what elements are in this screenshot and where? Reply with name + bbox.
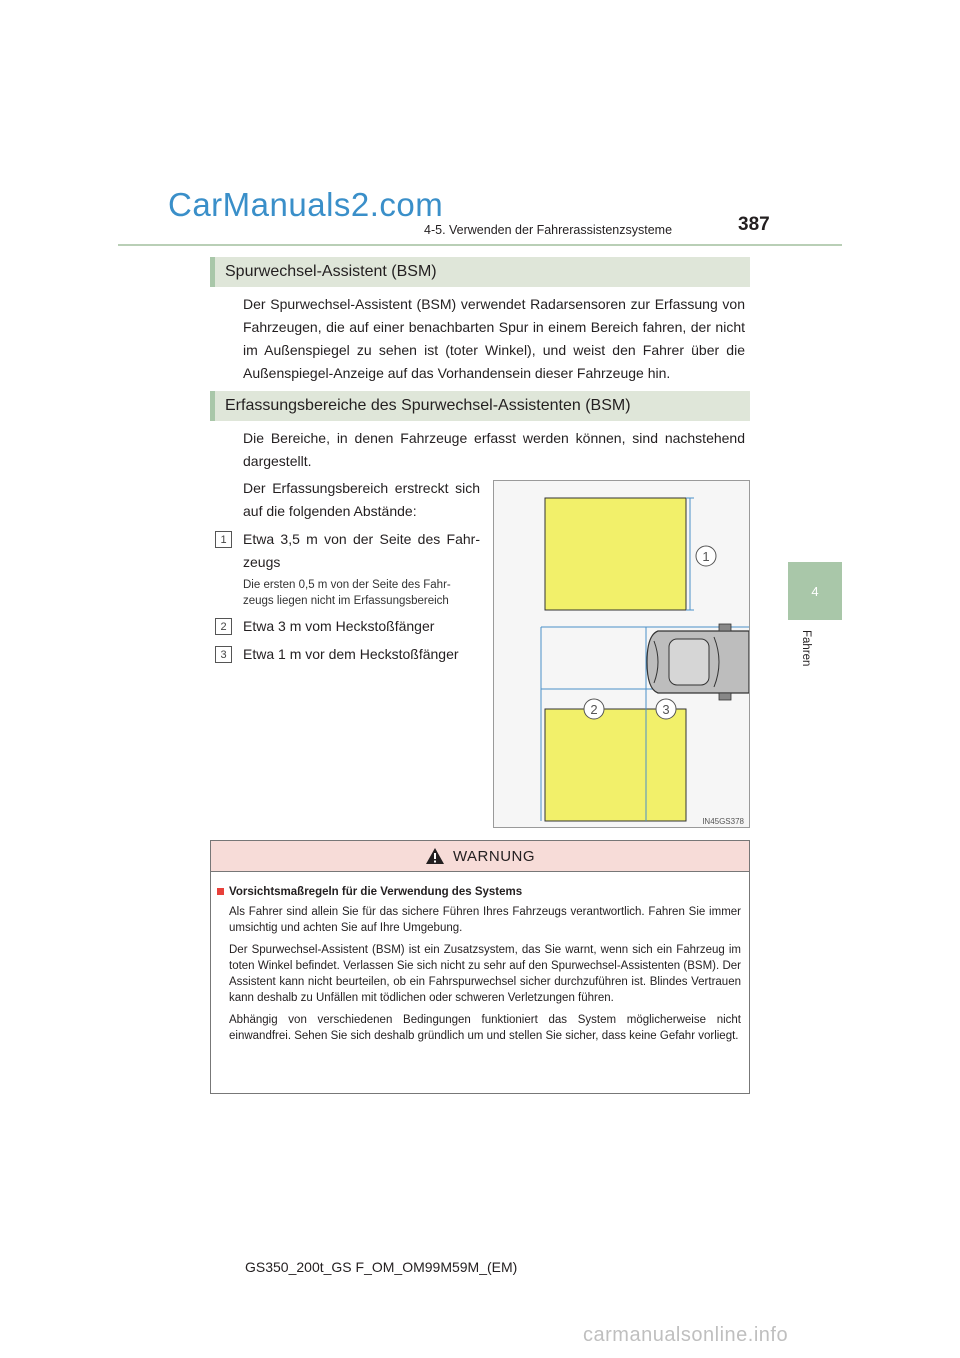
warning-triangle-icon	[425, 847, 445, 865]
warning-box	[210, 840, 750, 1094]
chapter-tab-label: Fahren	[800, 630, 812, 667]
item-2-text: Etwa 3 m vom Heckstoßfänger	[243, 618, 435, 634]
detection-area-diagram	[493, 480, 750, 828]
lead-line-2: auf die folgenden Abstände:	[243, 503, 417, 519]
section-heading-bsm	[210, 257, 750, 287]
item-number-1: 1	[215, 531, 232, 548]
chapter-tab	[788, 562, 842, 620]
warning-body	[211, 872, 749, 1044]
warning-heading: Vorsichtsmaßregeln für die Verwendung des Systems	[217, 884, 729, 900]
diagram-svg	[494, 481, 749, 827]
figure-code: IN45GS378	[702, 817, 744, 826]
warning-header	[211, 841, 749, 872]
label-1: 1	[702, 549, 710, 564]
section-intro: Die Bereiche, in denen Fahrzeuge erfasst werden können, sind nachstehend dargestellt.	[243, 430, 745, 469]
section-heading-detection-areas	[210, 391, 750, 421]
site-logo: CarManuals2.com	[168, 186, 444, 223]
label-3: 3	[662, 702, 670, 717]
car-icon	[647, 624, 749, 700]
item-number-2: 2	[215, 618, 232, 635]
warning-paragraph-2: Der Spurwechsel-Assistent (BSM) ist ein Zusatzsystem, das Sie warnt, wenn sich ein Fahrzeug im toten Winkel befindet. Verlassen Sie sich nicht zu sehr auf den Spurwechsel-Assistenten (BSM). Der Assistent kann nicht beurteilen, ob ein Fahrspurwechsel sicher durchzuführen ist. Blindes Vertrauen kann deshalb zu Unfällen mit tödlichen oder schweren Verletzungen führen.	[229, 944, 741, 1004]
item-number-3: 3	[215, 646, 232, 663]
label-2: 2	[590, 702, 598, 717]
header-rule	[118, 244, 842, 246]
detection-zone-rear	[545, 709, 686, 821]
warning-paragraph-3: Abhängig von verschiedenen Bedingungen funktioniert das System möglicherweise nicht einwandfrei. Sehen Sie sich deshalb gründlich um und stellen Sie sicher, dass keine Gefahr vorliegt.	[229, 1014, 741, 1042]
lead-line-1: Der Erfassungsbereich erstreckt sich	[243, 480, 480, 496]
item-1-line-1: Etwa 3,5 m von der Seite des Fahr-	[243, 531, 480, 547]
section-text-bsm: Der Spurwechsel-Assistent (BSM) verwendet Radarsensoren zur Erfassung von Fahrzeugen, die auf einer benachbarten Spur in einem Bereich fahren, der nicht im Außenspiegel zu sehen ist (toter Winkel), und weist den Fahrer über die Außenspiegel-Anzeige auf das Vorhandensein dieser Fahrzeuge hin.	[243, 296, 745, 381]
watermark: carmanualsonline.info	[583, 1324, 789, 1346]
detection-zone-side	[545, 498, 686, 610]
note-line-1: Die ersten 0,5 m von der Seite des Fahr-	[243, 579, 451, 591]
warning-title: WARNUNG	[452, 847, 536, 865]
warning-paragraph-1: Als Fahrer sind allein Sie für das sichere Führen Ihres Fahrzeugs verantwortlich. Fahren Sie immer umsichtig und achten Sie auf Ihre Umgebung.	[229, 906, 741, 934]
chapter-title: 4-5. Verwenden der Fahrerassistenzsysteme	[424, 223, 673, 237]
item-1-line-2: zeugs	[243, 554, 281, 570]
section-heading-text: Erfassungsbereiche des Spurwechsel-Assistenten (BSM)	[225, 397, 631, 414]
section-heading-text: Spurwechsel-Assistent (BSM)	[225, 263, 437, 280]
note-line-2: zeugs liegen nicht im Erfassungsbereich	[243, 595, 449, 607]
item-3-text: Etwa 1 m vor dem Heckstoßfänger	[243, 646, 459, 662]
chapter-tab-number: 4	[811, 583, 819, 599]
page-number: 387	[738, 214, 770, 235]
red-square-bullet-icon	[217, 888, 224, 895]
footer-code: GS350_200t_GS F_OM_OM99M59M_(EM)	[245, 1259, 518, 1275]
